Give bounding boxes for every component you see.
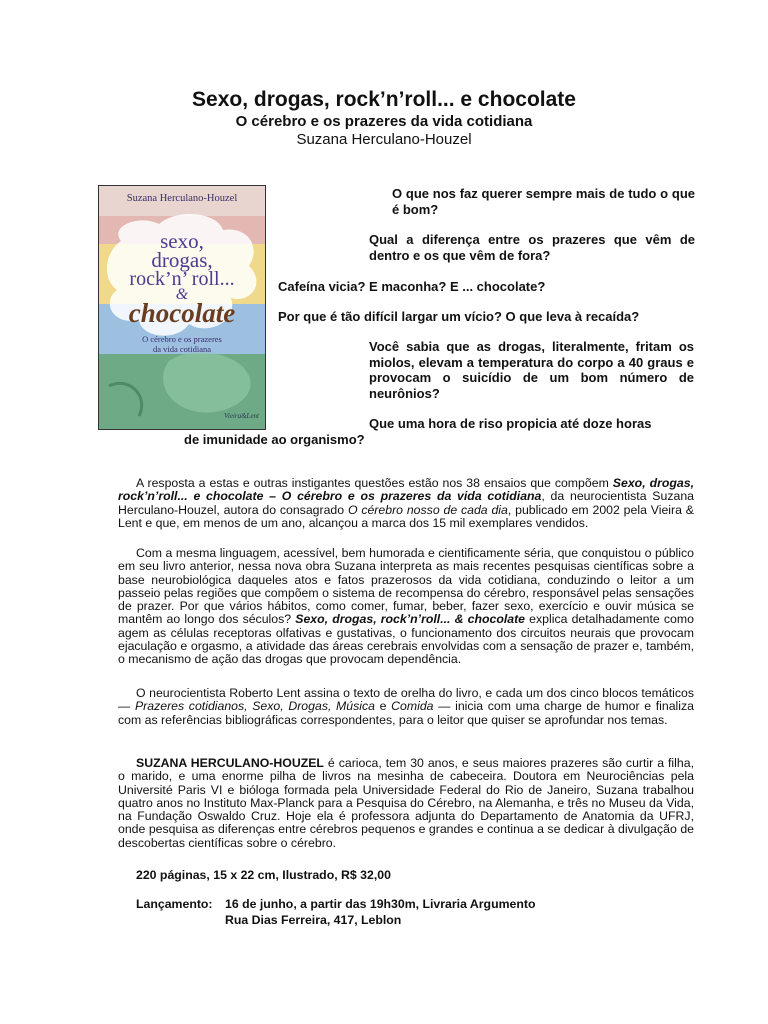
p1-previous-book: O cérebro nosso de cada dia [347, 502, 508, 517]
launch-line-2: Rua Dias Ferreira, 417, Leblon [225, 913, 402, 927]
question-1: O que nos faz querer sempre mais de tudo o que é bom? [392, 186, 695, 217]
page-author: Suzana Herculano-Houzel [296, 131, 472, 148]
p1-book-title: Sexo, drogas, rock’n’roll... e chocolate – O cérebro e os prazeres da vida cotidiana [118, 476, 694, 504]
cover-publisher-logo: Vieira&Lent [224, 412, 259, 420]
p1-text-c: , da neurocientista Suzana Herculano-Houzel, autora do consagrado [118, 489, 694, 517]
p2-book-title: Sexo, drogas, rock’n’roll... & chocolate [295, 612, 526, 627]
cover-subtitle-line-2: da vida cotidiana [152, 344, 212, 354]
p2-text-c: explica detalhadamente como agem as células receptoras olfativas e gustativas, o funcionamento dos circuitos neurais que provocam ejaculação e orgasmo, a atividade das áreas cerebrais envolvidas com a sensação de prazer e, também, o mecanismo de ação das drogas que provocam dependência. [118, 612, 694, 667]
question-6-line-1: Que uma hora de riso propicia até doze horas [369, 416, 652, 431]
p3-blocks: Prazeres cotidianos, Sexo, Drogas, Música [134, 699, 375, 714]
question-2: Qual a diferença entre os prazeres que vêm de dentro e os que vêm de fora? [369, 232, 695, 263]
book-details: 220 páginas, 15 x 22 cm, Ilustrado, R$ 32,00 [136, 868, 391, 882]
paragraph-2 [118, 547, 694, 667]
cover-title-line-1: sexo, [160, 229, 204, 253]
paragraph-3 [118, 687, 694, 727]
cover-title-line-5: chocolate [128, 298, 236, 328]
page-title: Sexo, drogas, rock’n’roll... e chocolate [192, 88, 576, 111]
p3-text-a: O neurocientista Roberto Lent assina o texto de orelha do livro, e cada um dos cinco blocos temáticos — [118, 686, 694, 714]
p1-text-e: , publicado em 2002 pela Vieira & Lent e que, em menos de um ano, alcançou a marca dos 15 mil exemplares vendidos. [118, 502, 694, 530]
launch-label: Lançamento: [136, 897, 213, 911]
cover-author: Suzana Herculano-Houzel [126, 193, 238, 204]
launch-line-1: 16 de junho, a partir das 19h30m, Livraria Argumento [225, 897, 536, 911]
p2-text-a: Com a mesma linguagem, acessível, bem humorada e cientificamente séria, que conquistou o público em seu livro anterior, nessa nova obra Suzana interpreta as mais recentes pesquisas científicas sobre a base neurobiológica daqueles atos e fatos prazerosos da vida cotidiana, conduzindo o leitor a um passeio pelas regiões que compõem o sistema de recompensa do cérebro, responsável pelas sensações de prazer. Por que vários hábitos, como comer, fumar, beber, fazer sexo, exercício e ouvir música se mantêm ao longo dos séculos? [118, 546, 694, 627]
p1-text-a: A resposta a estas e outras instigantes questões estão nos 38 ensaios que compõem [136, 476, 613, 490]
question-4: Por que é tão difícil largar um vício? O que leva à recaída? [278, 309, 640, 324]
paragraph-4 [118, 757, 694, 850]
cover-subtitle-line-1: O cérebro e os prazeres [142, 334, 222, 344]
question-6-line-2: de imunidade ao organismo? [184, 432, 365, 447]
p3-text-c: e [374, 699, 392, 714]
page-subtitle: O cérebro e os prazeres da vida cotidiana [235, 113, 533, 130]
question-5: Você sabia que as drogas, literalmente, fritam os miolos, elevam a temperatura do corpo a 40 graus e provocam o suicídio de um bom número de neurônios? [369, 339, 694, 401]
question-3: Cafeína vicia? E maconha? E ... chocolate? [278, 279, 546, 294]
cover-title-line-3: rock’n’ roll... [129, 268, 235, 290]
cover-title-line-2: drogas, [151, 248, 213, 272]
p4-author-name: SUZANA HERCULANO-HOUZEL [136, 756, 324, 770]
p4-text-b: é carioca, tem 30 anos, e seus maiores prazeres são curtir a filha, o marido, e uma enorme pilha de livros na mesinha de cabeceira. Doutora em Neurociências pela Université Paris VI e bióloga formada pela Universidade Federal do Rio de Janeiro, Suzana trabalhou quatro anos no Instituto Max-Planck para a Pesquisa do Cérebro, na Alemanha, e três no Museu da Vida, na Fundação Oswaldo Cruz. Hoje ela é professora adjunta do Departamento de Anatomia da UFRJ, onde pesquisa as diferenças entre cérebros pequenos e grandes e continua a se dedicar à divulgação de descobertas científicas sobre o cérebro. [118, 756, 694, 850]
paragraph-1 [118, 477, 694, 530]
p3-block-food: Comida [391, 699, 434, 714]
p3-text-e: — inicia com uma charge de humor e finaliza com as referências bibliográficas correspondentes, para o leitor que quiser se aprofundar nos temas. [118, 699, 695, 727]
book-cover [98, 185, 266, 430]
cover-title-line-4: & [175, 286, 189, 303]
